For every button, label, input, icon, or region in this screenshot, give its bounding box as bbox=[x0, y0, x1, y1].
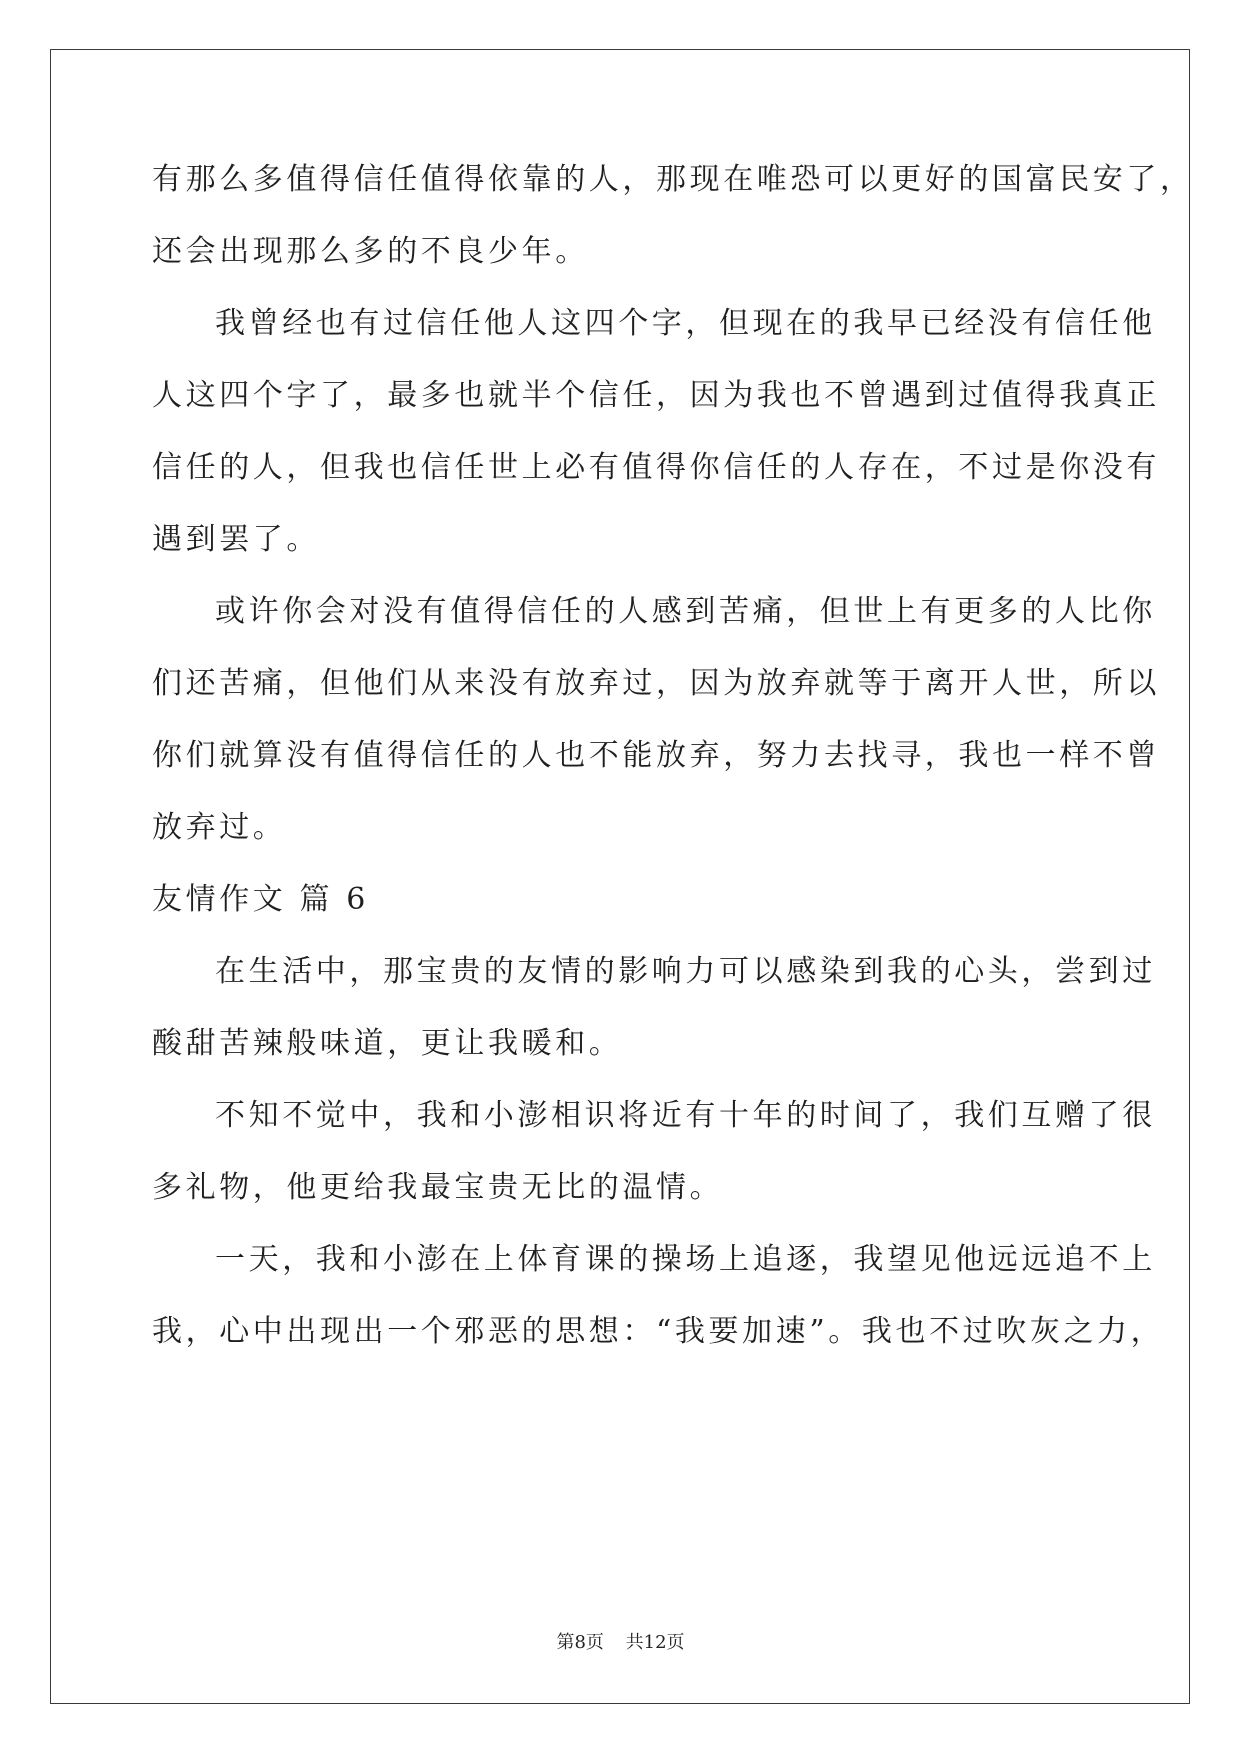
paragraph-first-line: 不知不觉中，我和小澎相识将近有十年的时间了，我们互赠了很 bbox=[215, 1098, 1156, 1133]
text-line: 们还苦痛，但他们从来没有放弃过，因为放弃就等于离开人世，所以 bbox=[152, 666, 1160, 701]
page-total: 共12页 bbox=[625, 1632, 685, 1653]
paragraph-first-line: 一天，我和小澎在上体育课的操场上追逐，我望见他远远追不上 bbox=[215, 1242, 1156, 1277]
text-line: 你们就算没有值得信任的人也不能放弃，努力去找寻，我也一样不曾 bbox=[152, 738, 1160, 773]
text-line: 信任的人，但我也信任世上必有值得你信任的人存在，不过是你没有 bbox=[152, 450, 1160, 485]
text-line: 多礼物，他更给我最宝贵无比的温情。 bbox=[152, 1170, 724, 1205]
text-line: 酸甜苦辣般味道，更让我暖和。 bbox=[152, 1026, 623, 1061]
text-line: 我，心中出现出一个邪恶的思想：“我要加速”。我也不过吹灰之力， bbox=[152, 1314, 1165, 1349]
text-line: 有那么多值得信任值得依靠的人，那现在唯恐可以更好的国富民安了， bbox=[152, 162, 1194, 197]
text-line: 人这四个字了，最多也就半个信任，因为我也不曾遇到过值得我真正 bbox=[152, 378, 1160, 413]
text-line: 还会出现那么多的不良少年。 bbox=[152, 234, 589, 269]
paragraph-first-line: 在生活中，那宝贵的友情的影响力可以感染到我的心头，尝到过 bbox=[215, 954, 1156, 989]
text-line: 遇到罢了。 bbox=[152, 522, 320, 557]
page-border bbox=[50, 49, 1190, 1704]
page-footer bbox=[0, 1628, 1241, 1654]
paragraph-first-line: 我曾经也有过信任他人这四个字，但现在的我早已经没有信任他 bbox=[215, 306, 1156, 341]
paragraph-first-line: 或许你会对没有值得信任的人感到苦痛，但世上有更多的人比你 bbox=[215, 594, 1156, 629]
page-number: 第8页 bbox=[556, 1632, 604, 1653]
text-line: 放弃过。 bbox=[152, 810, 287, 845]
section-heading: 友情作文 篇 6 bbox=[152, 882, 369, 917]
